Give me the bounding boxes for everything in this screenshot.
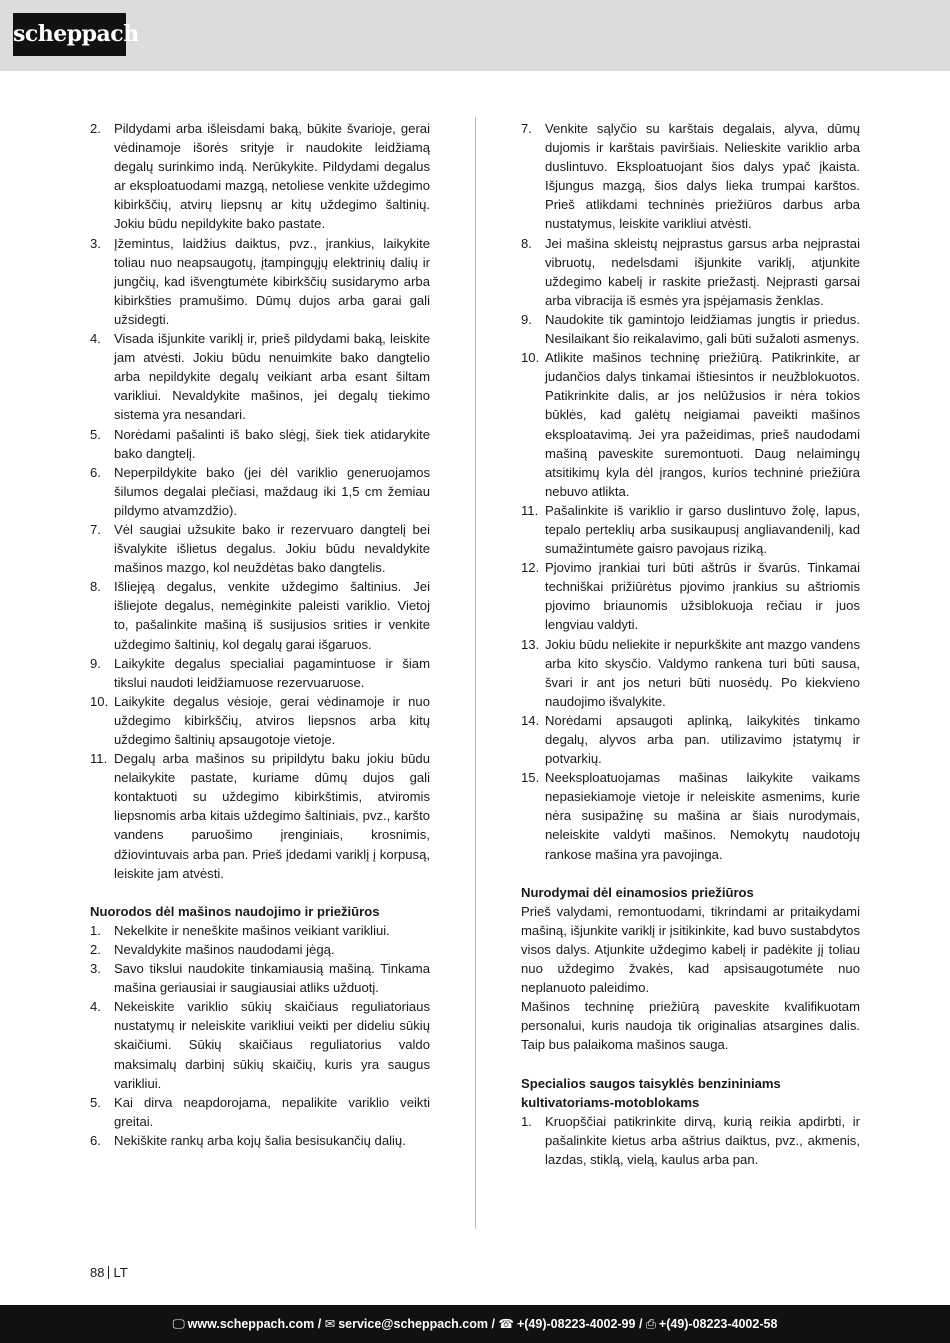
maintenance-paragraph-1: Prieš valydami, remontuodami, tikrindami ar pritaikydami mašiną, išjunkite variklį ir įsitikinkite, kad buvo sustabdytos visos dalys. Atjunkite uždegimo kabelį ir padėkite jį toliau nuo uždegimo žvakės, kad apsisaugotumėte nuo neplanuoto paleidimo. (521, 903, 860, 996)
section-title-maintenance: Nurodymai dėl einamosios priežiūros (521, 884, 754, 900)
list-item (90, 577, 430, 653)
list-item-text: Nevaldykite mašinos naudodami jėgą. (114, 941, 335, 957)
list-item-number: 10. (521, 350, 540, 366)
list-item-number: 3. (90, 961, 101, 977)
page-number (90, 1265, 128, 1280)
list-item-text: Degalų arba mašinos su pripildytu baku jokiu būdu nelaikykite pastate, kuriame dūmų dujos gali kontaktuoti su uždegimo kibirkštimis, atviromis liepsnomis arba kitais uždegimo šaltiniais, pvz., karšto vandens paruošimo įrenginiais, krosnimis, džiovintuvais arba pan. Prieš įdedami variklį į korpusą, leiskite jam atvėsti. (114, 751, 430, 881)
email-icon: ✉ (324, 1317, 336, 1331)
list-item (90, 520, 430, 577)
list-item (521, 501, 860, 558)
list-item-number: 7. (521, 121, 532, 136)
list-item (90, 234, 430, 329)
list-item (90, 959, 430, 997)
list-item-text: Vėl saugiai užsukite bako ir rezervuaro dangtelį bei išvalykite išlietus degalus. Jokiu būdu nevaldykite mašinos mazgo, kol neuždėtas bako dangtelis. (114, 521, 430, 576)
list-item-text: Jei mašina skleistų neįprastus garsus arba neįprastai vibruotų, nedelsdami išjunkite variklį, atjunkite uždegimo kabelį ir raskite priežastį. Neįprasti garsai arba vibracija iš esmės yra įspėjamasis ženklas. (545, 235, 860, 308)
list-item (90, 654, 430, 692)
section-title-special-rules: Specialios saugos taisyklės benzininiams kultivatoriams-motoblokams (521, 1075, 781, 1110)
list-item-text: Savo tikslui naudokite tinkamiausią mašiną. Tinkama mašina geriausiai ir saugiausiai atliks užduotį. (114, 961, 430, 996)
list-item (521, 119, 860, 234)
list-item (90, 749, 430, 883)
list-item (521, 558, 860, 634)
list-item-number: 6. (90, 464, 101, 480)
list-item-text: Nekeiskite variklio sūkių skaičiaus reguliatoriaus nustatymų ir neleiskite varikliui veikti per dideliu sūkių skaičiumi. Sūkių skaičiaus reguliatorius valdo maksimalų darbinį sūkių skaičių, kuris yra saugus varikliui. (114, 999, 430, 1091)
list-item-text: Norėdami pašalinti iš bako slėgį, šiek tiek atidarykite bako dangtelį. (114, 426, 430, 461)
list-item-text: Jokiu būdu neliekite ir nepurkškite ant mazgo vandens arba kito skysčio. Valdymo rankena turi būti sausa, švari ir ant jos neturi būti nuosėdų. Po kiekvieno naudojimo išvalykite. (545, 636, 860, 709)
list-item (90, 1131, 430, 1150)
list-item-text: Neeksploatuojamas mašinas laikykite vaikams nepasiekiamoje vietoje ir neleiskite asmenims, kurie nėra susipažinę su mašina ar šiais nurodymais, neleiskite valdyti mašinos. Nemokytų naudotojų rankose mašina yra pavojinga. (545, 770, 860, 862)
brand-logo: scheppach (13, 13, 126, 56)
list-item-number: 12. (521, 560, 540, 576)
list-item-number: 1. (90, 922, 101, 938)
list-item (90, 692, 430, 749)
list-item-number: 8. (521, 235, 532, 251)
list-item (90, 940, 430, 959)
list-item (521, 635, 860, 711)
list-item-number: 5. (90, 426, 101, 442)
right-column (521, 119, 860, 1169)
list-item-number: 9. (521, 311, 532, 327)
page-language: LT (113, 1265, 128, 1280)
list-item-number: 1. (521, 1113, 532, 1129)
list-item (521, 711, 860, 768)
list-item-number: 11. (521, 502, 539, 518)
list-item-text: Kai dirva neapdorojama, nepalikite variklio veikti greitai. (114, 1094, 430, 1129)
list-item-number: 2. (90, 941, 101, 957)
list-item (521, 1112, 860, 1169)
special-rules-list (521, 1112, 860, 1169)
list-item-text: Norėdami apsaugoti aplinką, laikykitės tinkamo degalų, alyvos arba pan. utilizavimo įstatymų ir potvarkių. (545, 712, 860, 767)
page-header (0, 0, 950, 71)
list-item-number: 4. (90, 999, 101, 1015)
list-item-text: Laikykite degalus specialiai pagamintuose ir šiam tikslui naudoti leidžiamuose rezervuaruose. (114, 655, 430, 690)
list-item-text: Pjovimo įrankiai turi būti aštrūs ir švarūs. Tinkamai techniškai prižiūrėtus pjovimo įrankius su aštriomis pjovimo briaunomis užsiblokuoja rečiau ir juos lengviau valdyti. (545, 560, 860, 633)
safety-list-continued (521, 119, 860, 864)
list-item-text: Pildydami arba išleisdami baką, būkite švarioje, gerai vėdinamoje išorės srityje ir naudokite leidžiamą degalų surinkimo indą. Nerūkykite. Pildydami degalus ar eksploatuodami mazgą, netoliese venkite uždegimo kibirkščių, atvirų liepsnų ar kitų uždegimo šaltinių. Jokiu būdu nepildykite bako pastate. (114, 121, 430, 232)
monitor-icon: 🖵 (172, 1317, 185, 1331)
list-item-text: Išliejęą degalus, venkite uždegimo šaltinius. Jei išliejote degalus, nemėginkite paleisti variklio. Vietoj to, pašalinkite mašiną iš susijusios srities ir venkite uždegimo šaltinių, kol degalų garai išgaruos. (114, 579, 430, 652)
usage-list (90, 921, 430, 1150)
list-item-number: 10. (90, 693, 109, 709)
list-item (90, 997, 430, 1092)
list-item-number: 4. (90, 331, 101, 347)
left-column (90, 119, 430, 1150)
footer-email[interactable]: service@scheppach.com (338, 1317, 488, 1331)
list-item-text: Venkite sąlyčio su karštais degalais, alyva, dūmų dujomis ir karštais paviršiais. Nelieskite variklio arba duslintuvo. Eksploatuojant šios dalys ypač įkaista. Išjungus mazgą, šios dalys lieka trumpai karštos. Prieš atlikdami techninės priežiūros darbus arba nustatymus, leiskite varikliui atvėsti. (545, 121, 860, 232)
list-item-text: Kruopščiai patikrinkite dirvą, kurią reikia apdirbti, ir pašalinkite kietus arba aštrius daiktus, pvz., akmenis, lazdas, stiklą, vielą, kaulus arba pan. (545, 1113, 860, 1167)
phone-icon: ☎ (498, 1317, 514, 1331)
list-item-text: Atlikite mašinos techninę priežiūrą. Patikrinkite, ar judančios dalys tinkamai ištiesintos ir neužblokuotos. Patikrinkite dalis, ar jos nelūžusios ir nėra tokios būklės, kad galėtų neigiamai paveikti mašinos eksploatavimą. Jei yra pažeidimas, prieš naudodami mašiną paveskite suremontuoti. Daug nelaimingų atsitikimų kyla dėl įrangos, kurios techninė priežiūra nebuvo atlikta. (545, 350, 860, 499)
list-item-text: Nekiškite rankų arba kojų šalia besisukančių dalių. (114, 1132, 406, 1148)
list-item (90, 119, 430, 234)
list-item (90, 329, 430, 424)
footer-website[interactable]: www.scheppach.com (187, 1317, 315, 1331)
list-item-number: 6. (90, 1132, 101, 1148)
section-title-usage: Nuorodos dėl mašinos naudojimo ir priežiūros (90, 903, 380, 919)
fax-icon: ⎙ (645, 1317, 656, 1331)
list-item (521, 234, 860, 310)
list-item (521, 768, 860, 863)
column-divider (475, 117, 476, 1229)
page-number-value: 88 (90, 1265, 105, 1280)
list-item (90, 463, 430, 520)
page-footer: 🖵 www.scheppach.com / ✉ service@scheppach.com / ☎ +(49)-08223-4002-99 / ⎙ +(49)-08223-4002-58 (0, 1305, 950, 1343)
list-item-number: 8. (90, 579, 101, 595)
list-item-number: 9. (90, 655, 101, 671)
list-item-text: Pašalinkite iš variklio ir garso duslintuvo žolę, lapus, tepalo perteklių arba susikaupusį angliavandenilį, kad sumažintumėte gaisro pavojaus riziką. (545, 502, 860, 557)
list-item (521, 348, 860, 501)
list-item-number: 13. (521, 636, 540, 652)
list-item-number: 7. (90, 521, 101, 537)
list-item-number: 5. (90, 1094, 101, 1110)
list-item-text: Naudokite tik gamintojo leidžiamas jungtis ir priedus. Nesilaikant šio reikalavimo, gali būti sužaloti asmenys. (545, 311, 860, 347)
list-item-number: 2. (90, 121, 101, 136)
footer-phone: +(49)-08223-4002-99 (516, 1317, 636, 1331)
list-item (90, 921, 430, 940)
list-item-text: Nekelkite ir neneškite mašinos veikiant varikliui. (114, 922, 390, 938)
list-item-text: Neperpildykite bako (jei dėl variklio generuojamos šilumos degalai plečiasi, maždaug iki 1,5 cm žemiau pildymo atvamzdžio). (114, 464, 430, 518)
list-item-text: Įžemintus, laidžius daiktus, pvz., įrankius, laikykite toliau nuo neapsaugotų, įtampingųjų elektrinių dalių ir jungčių, kad išvengtumėte kibirkščių susidarymo arba kibirkšties pramušimo. Dūmų dujos arba garai gali užsidegti. (114, 235, 430, 327)
list-item-number: 15. (521, 770, 540, 786)
list-item (90, 425, 430, 463)
list-item-number: 3. (90, 235, 101, 251)
list-item-number: 11. (90, 751, 108, 767)
fuel-safety-list (90, 119, 430, 883)
list-item-text: Visada išjunkite variklį ir, prieš pildydami baką, leiskite jam atvėsti. Jokiu būdu nenuimkite bako dangtelio arba nepildykite degalų veikiant arba esant šiltam varikliui. Nevaldykite mašinos, jei degalų tiekimo sistema yra nesandari. (114, 331, 430, 423)
list-item (90, 1093, 430, 1131)
footer-fax: +(49)-08223-4002-58 (658, 1317, 778, 1331)
list-item-text: Laikykite degalus vėsioje, gerai vėdinamoje ir nuo uždegimo kibirkščių, atviros liepsnos arba kitų uždegimo šaltinių apsaugotoje vietoje. (114, 693, 430, 747)
list-item-number: 14. (521, 712, 540, 728)
list-item (521, 310, 860, 348)
maintenance-paragraph-2: Mašinos techninę priežiūrą paveskite kvalifikuotam personalui, kuris naudoja tik originalias atsargines dalis. Taip bus palaikoma mašinos sauga. (521, 999, 860, 1053)
